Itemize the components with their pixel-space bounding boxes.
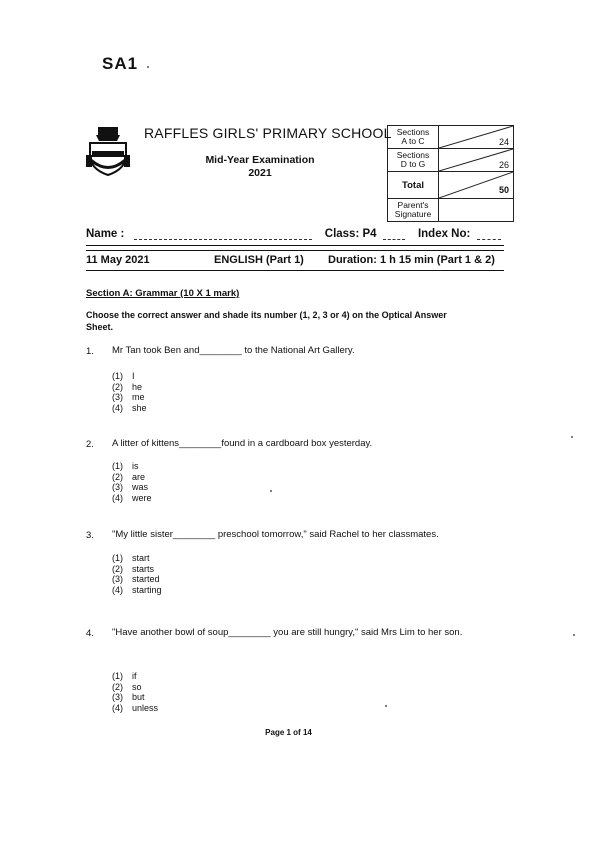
- option: [112, 574, 162, 585]
- score-label-line2: D to G: [400, 159, 426, 169]
- exam-title-block: [190, 154, 330, 180]
- score-label-line1: Parent's: [397, 200, 429, 210]
- question-text: "My little sister________ preschool tomorrow," said Rachel to her classmates.: [112, 529, 439, 540]
- option-text: so: [132, 681, 142, 692]
- divider: [86, 270, 504, 271]
- option-number: (1): [112, 553, 123, 563]
- option-text: he: [132, 381, 143, 392]
- exam-date: 11 May 2021: [86, 254, 150, 266]
- name-field[interactable]: [134, 229, 312, 240]
- option: [112, 493, 152, 504]
- option-number: (1): [112, 671, 123, 681]
- option-text: start: [132, 553, 150, 563]
- option-number: (4): [112, 584, 123, 595]
- option-number: (4): [112, 402, 123, 413]
- option-number: (3): [112, 574, 123, 584]
- question-text: A litter of kittens________found in a cardboard box yesterday.: [112, 438, 373, 449]
- option-number: (2): [112, 471, 123, 482]
- option-number: (2): [112, 381, 123, 392]
- score-label: [388, 199, 439, 222]
- scan-speck: [573, 634, 575, 636]
- option: [112, 692, 158, 703]
- question-number: 3.: [86, 530, 94, 541]
- option-number: (1): [112, 461, 123, 471]
- score-value-cell: [439, 126, 514, 149]
- score-table: [387, 125, 514, 222]
- option-text: starting: [132, 584, 162, 595]
- divider: [86, 250, 504, 251]
- exam-title: Mid-Year Examination: [205, 154, 315, 166]
- score-max: 24: [498, 137, 509, 147]
- question-number: 4.: [86, 628, 94, 639]
- paper-duration: Duration: 1 h 15 min (Part 1 & 2): [328, 254, 495, 266]
- score-label-total: Total: [388, 172, 439, 199]
- score-value-cell: [439, 149, 514, 172]
- option-number: (2): [112, 563, 123, 574]
- question-options: [112, 671, 158, 713]
- option-text: started: [132, 574, 160, 584]
- index-field[interactable]: [477, 229, 501, 240]
- score-label-line1: Sections: [396, 127, 430, 137]
- option: [112, 371, 147, 382]
- option-number: (2): [112, 681, 123, 692]
- question-number: 1.: [86, 346, 94, 357]
- option: [112, 472, 152, 483]
- school-name: RAFFLES GIRLS' PRIMARY SCHOOL: [144, 125, 392, 141]
- score-value-cell: [439, 172, 514, 199]
- option-number: (4): [112, 492, 123, 503]
- option-text: were: [132, 492, 152, 503]
- scan-speck: [385, 705, 387, 707]
- option: [112, 382, 147, 393]
- score-max: 26: [498, 160, 509, 170]
- student-info-row: [86, 228, 506, 240]
- option-text: unless: [132, 702, 159, 713]
- option-text: are: [132, 471, 146, 482]
- question-options: [112, 553, 162, 595]
- option: [112, 461, 152, 472]
- option: [112, 482, 152, 493]
- score-row-total: [388, 172, 514, 199]
- scan-speck: [270, 490, 272, 492]
- option-text: if: [132, 671, 137, 681]
- score-row-d-to-g: [388, 149, 514, 172]
- question-options: [112, 371, 147, 413]
- score-label: [388, 149, 439, 172]
- option-number: (1): [112, 371, 123, 381]
- option: [112, 392, 147, 403]
- option: [112, 671, 158, 682]
- option-number: (4): [112, 702, 123, 713]
- index-label: Index No:: [417, 228, 471, 240]
- scan-speck: [571, 436, 573, 438]
- option-text: me: [132, 392, 145, 402]
- name-label: Name :: [86, 228, 125, 240]
- score-total-max: 50: [498, 185, 509, 195]
- section-title: Section A: Grammar (10 X 1 mark): [86, 288, 240, 299]
- option-number: (3): [112, 482, 123, 492]
- option: [112, 703, 158, 714]
- exam-year: 2021: [248, 167, 272, 179]
- scan-speck: [147, 66, 149, 68]
- option-number: (3): [112, 392, 123, 402]
- section-instruction: Choose the correct answer and shade its number (1, 2, 3 or 4) on the Optical Answer Sheet.: [86, 310, 447, 332]
- school-crest-logo: [84, 125, 132, 177]
- option: [112, 564, 162, 575]
- option: [112, 585, 162, 596]
- option-text: is: [132, 461, 139, 471]
- option-text: she: [132, 402, 147, 413]
- question-options: [112, 461, 152, 503]
- score-label-line1: Sections: [396, 150, 430, 160]
- option: [112, 682, 158, 693]
- option: [112, 553, 162, 564]
- sa1-mark: SA1: [102, 54, 139, 73]
- question-number: 2.: [86, 439, 94, 450]
- paper-info-row: [86, 254, 504, 266]
- score-row-a-to-c: [388, 126, 514, 149]
- score-row-parent-signature: [388, 199, 514, 222]
- question-text: "Have another bowl of soup________ you are still hungry," said Mrs Lim to her son.: [112, 627, 463, 638]
- score-label-line2: A to C: [401, 136, 425, 146]
- parent-signature-field[interactable]: [439, 199, 514, 222]
- option: [112, 403, 147, 414]
- paper-subject: ENGLISH (Part 1): [214, 254, 304, 266]
- class-label: Class: P4: [324, 228, 377, 240]
- option-number: (3): [112, 692, 123, 702]
- score-label-line2: Signature: [394, 209, 432, 219]
- class-field[interactable]: [383, 229, 405, 240]
- score-label: [388, 126, 439, 149]
- option-text: starts: [132, 563, 155, 574]
- page-footer: Page 1 of 14: [265, 728, 312, 737]
- question-text: Mr Tan took Ben and________ to the National Art Gallery.: [112, 345, 355, 356]
- divider: [86, 245, 504, 246]
- option-text: was: [132, 482, 149, 492]
- option-text: but: [132, 692, 145, 702]
- option-text: I: [132, 371, 135, 381]
